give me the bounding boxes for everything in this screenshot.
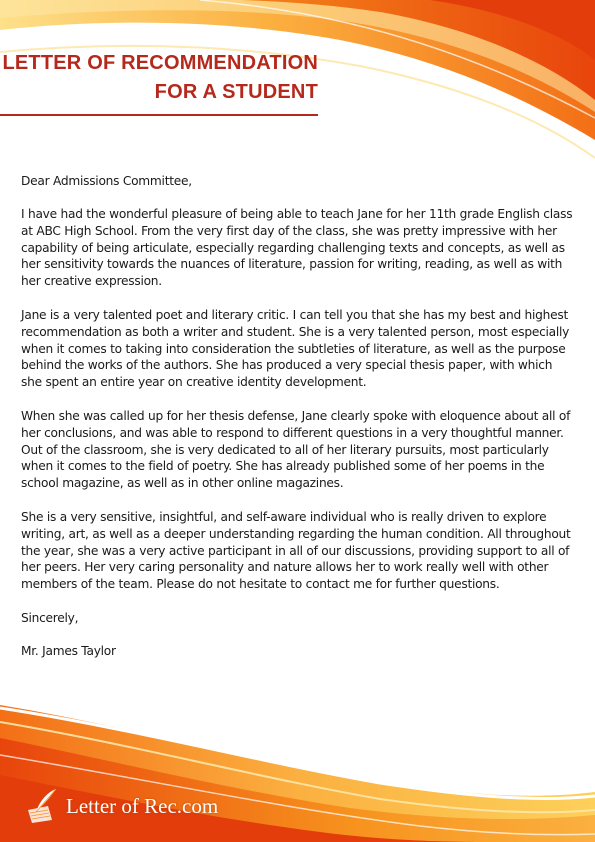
quill-paper-icon — [22, 786, 62, 826]
letter-title-line-2: FOR A STUDENT — [154, 81, 318, 103]
body-paragraph-2 — [21, 307, 576, 391]
salutation: Dear Admissions Committee, — [21, 174, 192, 188]
paragraph-text: She is a very sensitive, insightful, and self-aware individual who is really driven to explore writing, art, as well as a deeper understanding regarding the human condition. All throughout the year, she was a very active participant in all of our discussions, providing support to all of her peers. Her very caring personality and nature allows her to work really well with other members of the team. Please do not hesitate to contact me for further questions. — [21, 510, 571, 592]
closing: Sincerely, — [21, 611, 79, 625]
paragraph-text: When she was called up for her thesis defense, Jane clearly spoke with eloquence about all of her conclusions, and was able to respond to different questions in a very thoughtful manner. Out of the classroom, she is very dedicated to all of her literary pursuits, most particularly when it comes to the field of poetry. She has already published some of her poems in the school magazine, as well as in other online magazines. — [21, 409, 571, 491]
footer-brand-name: Letter of Rec.com — [66, 793, 219, 818]
body-paragraph-4 — [21, 509, 576, 593]
title-underline — [0, 114, 318, 116]
paragraph-text: I have had the wonderful pleasure of being able to teach Jane for her 11th grade English class at ABC High School. From the very first day of the class, she was pretty impressive with her capability of being articulate, especially regarding challenging texts and concepts, as well as her sensitivity towards the nuances of literature, passion for writing, reading, as well as with her creative expression. — [21, 207, 573, 289]
signer-name: Mr. James Taylor — [21, 644, 116, 658]
paragraph-text: Jane is a very talented poet and literary critic. I can tell you that she has my best and highest recommendation as both a writer and student. She is a very talented person, most especially when it comes to taking into consideration the subtleties of literature, as well as the purpose behind the works of the authors. She has produced a very special thesis paper, with which she spent an entire year on creative identity development. — [21, 308, 570, 390]
footer-logo[interactable] — [22, 786, 218, 826]
body-paragraph-1 — [21, 206, 576, 290]
letter-title-line-1: LETTER OF RECOMMENDATION — [2, 52, 318, 74]
body-paragraph-3 — [21, 408, 576, 492]
